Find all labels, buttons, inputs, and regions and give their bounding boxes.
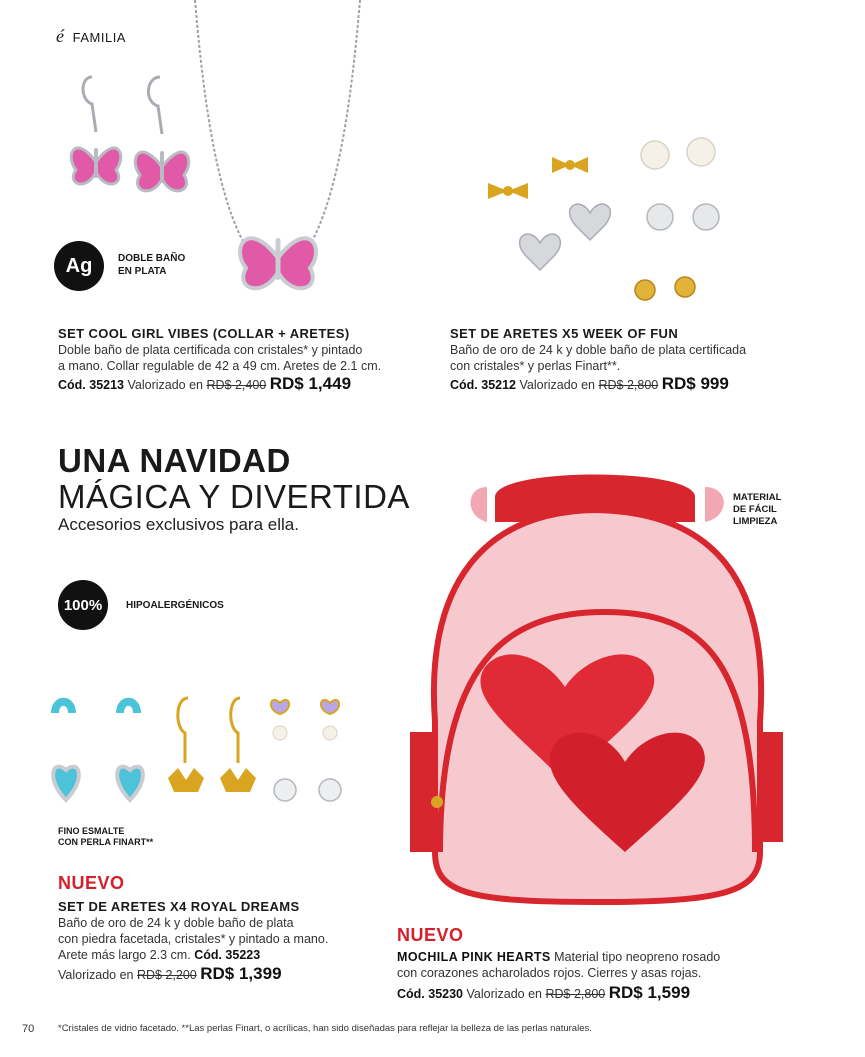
pink-hearts-description bbox=[397, 949, 797, 981]
week-of-fun-title: SET DE ARETES X5 WEEK OF FUN bbox=[450, 326, 679, 341]
royal-dreams-description bbox=[58, 915, 388, 963]
royal-dreams-title: SET DE ARETES X4 ROYAL DREAMS bbox=[58, 899, 300, 914]
cool-girl-desc-line-1: Doble baño de plata certificada con cristales* y pintado bbox=[58, 343, 363, 357]
cool-girl-description bbox=[58, 342, 418, 374]
royal-dreams-desc-line-3 bbox=[58, 947, 388, 963]
page-number: 70 bbox=[22, 1023, 35, 1035]
butterfly-necklace-image bbox=[190, 0, 370, 300]
week-of-fun-valued-label: Valorizado en bbox=[519, 378, 596, 392]
cool-girl-desc-line-2: a mano. Collar regulable de 42 a 49 cm. Aretes de 2.1 cm. bbox=[58, 359, 382, 373]
material-note-line-1: MATERIAL bbox=[733, 492, 782, 503]
week-of-fun-description bbox=[450, 342, 810, 374]
week-of-fun-desc-line-1: Baño de oro de 24 k y doble baño de plata certificada bbox=[450, 343, 747, 357]
headline-line-1: UNA NAVIDAD bbox=[58, 442, 291, 479]
royal-dreams-length: Arete más largo 2.3 cm. bbox=[58, 948, 191, 962]
section-label: FAMILIA bbox=[72, 30, 126, 45]
headline-line-2: MÁGICA Y DIVERTIDA bbox=[58, 478, 410, 515]
pink-hearts-desc-line-2: con corazones acharolados rojos. Cierres y asas rojas. bbox=[397, 966, 702, 980]
material-note-line-3: LIMPIEZA bbox=[733, 516, 778, 527]
pink-hearts-new-tag: NUEVO bbox=[397, 925, 464, 945]
cool-girl-code: Cód. 35213 bbox=[58, 378, 125, 392]
enamel-note-line-2: CON PERLA FINART** bbox=[58, 837, 154, 847]
enamel-note-line-1: FINO ESMALTE bbox=[58, 826, 125, 836]
hypoallergenic-badge bbox=[58, 580, 108, 630]
week-of-fun-old-price: RD$ 2,800 bbox=[598, 378, 659, 392]
material-note bbox=[733, 492, 781, 528]
pink-hearts-new-price: RD$ 1,599 bbox=[608, 983, 691, 1002]
week-of-fun-earrings-image bbox=[470, 125, 740, 310]
cool-girl-valued-label: Valorizado en bbox=[127, 378, 204, 392]
headline-subtitle: Accesorios exclusivos para ella. bbox=[58, 515, 299, 534]
pink-hearts-desc-line-1 bbox=[397, 949, 797, 965]
pink-hearts-material: Material tipo neopreno rosado bbox=[554, 950, 721, 964]
silver-note bbox=[118, 252, 185, 278]
cool-girl-title: SET COOL GIRL VIBES (COLLAR + ARETES) bbox=[58, 326, 350, 341]
enamel-note bbox=[58, 826, 153, 848]
pink-hearts-title: MOCHILA PINK HEARTS bbox=[397, 950, 551, 964]
pink-hearts-backpack-image bbox=[395, 462, 785, 922]
royal-dreams-new-price: RD$ 1,399 bbox=[200, 964, 282, 983]
royal-dreams-valued-label: Valorizado en bbox=[58, 968, 134, 982]
brand-header bbox=[56, 26, 126, 47]
butterfly-earrings-image bbox=[62, 72, 192, 197]
material-note-line-2: DE FÁCIL bbox=[733, 504, 777, 515]
pink-hearts-old-price: RD$ 2,800 bbox=[545, 987, 606, 1001]
brand-logo: é bbox=[56, 26, 65, 46]
royal-dreams-desc-line-2: con piedra facetada, cristales* y pintado a mano. bbox=[58, 932, 329, 946]
royal-dreams-earrings-image bbox=[40, 688, 365, 823]
cool-girl-price-line bbox=[58, 374, 351, 394]
week-of-fun-code: Cód. 35212 bbox=[450, 378, 517, 392]
footnote: *Cristales de vidrio facetado. **Las perlas Finart, o acrílicas, han sido diseñadas para reflejar la belleza de las perlas naturales. bbox=[58, 1023, 592, 1034]
cool-girl-old-price: RD$ 2,400 bbox=[206, 378, 267, 392]
silver-note-line-1: DOBLE BAÑO bbox=[118, 253, 186, 264]
royal-dreams-code: Cód. 35223 bbox=[194, 948, 261, 962]
silver-symbol: Ag bbox=[65, 254, 93, 277]
week-of-fun-price-line bbox=[450, 374, 729, 394]
silver-badge bbox=[54, 241, 104, 291]
royal-dreams-desc-line-1: Baño de oro de 24 k y doble baño de plata bbox=[58, 916, 294, 930]
royal-dreams-price-line bbox=[58, 964, 282, 984]
pink-hearts-code: Cód. 35230 bbox=[397, 987, 464, 1001]
hypoallergenic-note: HIPOALERGÉNICOS bbox=[126, 600, 224, 611]
hypoallergenic-value: 100% bbox=[63, 596, 103, 614]
royal-dreams-old-price: RD$ 2,200 bbox=[137, 968, 197, 982]
week-of-fun-new-price: RD$ 999 bbox=[661, 374, 729, 393]
silver-note-line-2: EN PLATA bbox=[118, 266, 167, 277]
royal-dreams-new-tag: NUEVO bbox=[58, 873, 125, 893]
pink-hearts-valued-label: Valorizado en bbox=[466, 987, 543, 1001]
cool-girl-new-price: RD$ 1,449 bbox=[269, 374, 352, 393]
pink-hearts-price-line bbox=[397, 983, 690, 1003]
week-of-fun-desc-line-2: con cristales* y perlas Finart**. bbox=[450, 359, 621, 373]
